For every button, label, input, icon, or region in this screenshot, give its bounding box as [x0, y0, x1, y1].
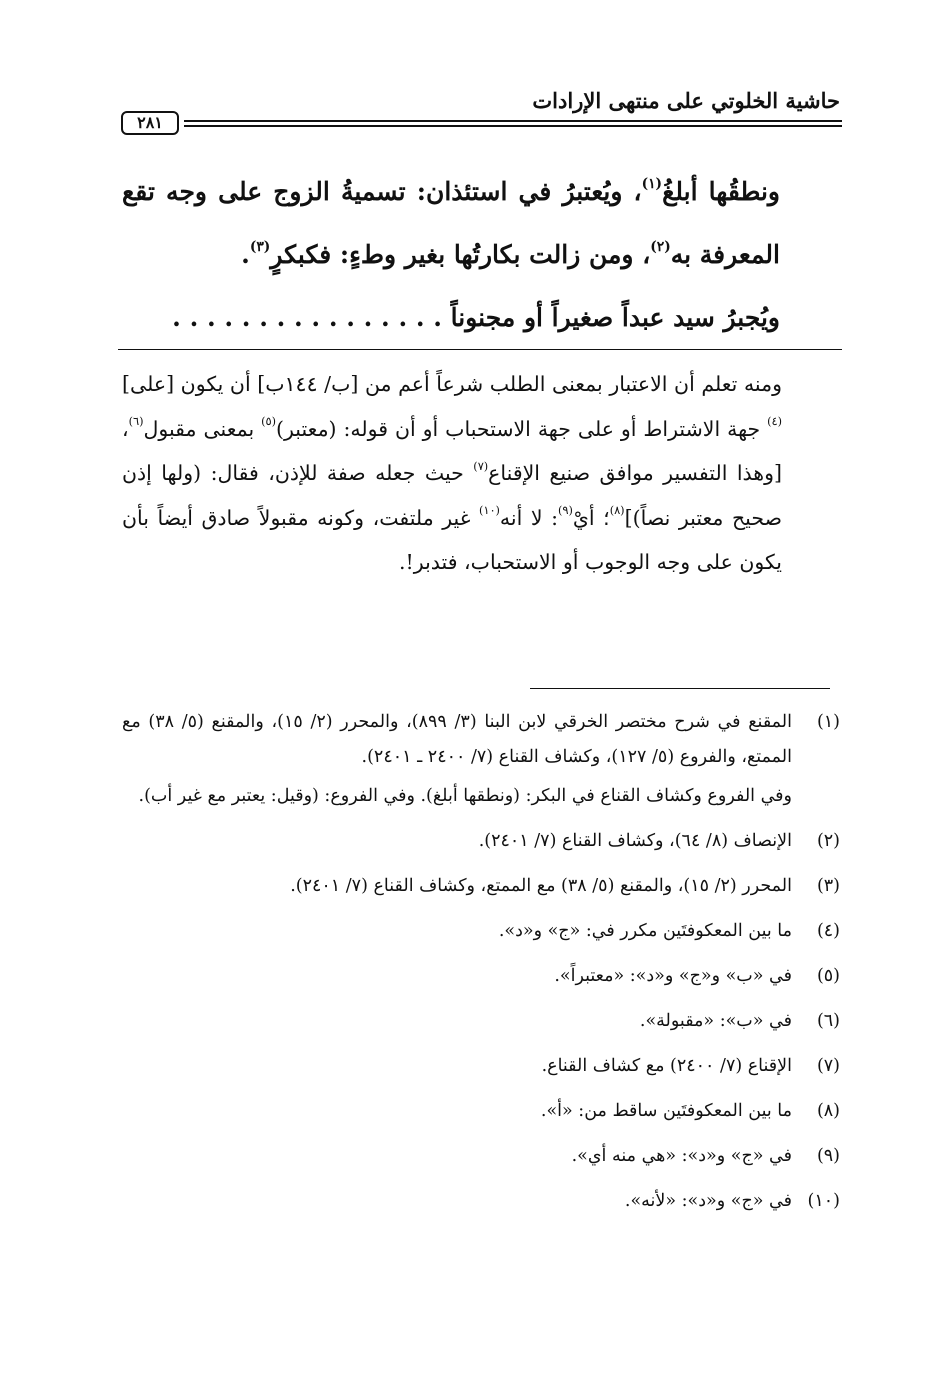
footnote-ref: (٢) — [650, 238, 671, 255]
footnote-text: المقنع في شرح مختصر الخرقي لابن البنا (٣/ ٨٩٩)، والمحرر (٢/ ١٥)، والمقنع (٥/ ٣٨) مع الممتع، والفروع (٥/ ١٢٧)، وكشاف القناع (٧/ ٢٤٠٠ ـ ٢٤٠١). — [122, 712, 792, 767]
footnote-number: (١٠) — [807, 1191, 840, 1211]
footnote-ref: (١٠) — [479, 504, 500, 518]
footnote-ref: (٨) — [609, 504, 625, 518]
footnote-ref: (٥) — [261, 415, 276, 429]
main-text — [122, 160, 840, 349]
footnote — [122, 914, 840, 949]
footnote — [122, 1004, 840, 1039]
footnote-ref: (٣) — [249, 238, 271, 255]
footnote-text: في «ج» و«د»: «هي منه أي». — [571, 1146, 792, 1166]
running-header-title: حاشية الخلوتي على منتهى الإرادات — [532, 88, 840, 113]
footnote — [122, 824, 840, 859]
footnote-number: (١) — [816, 712, 840, 732]
footnote-text: الإقناع (٧/ ٢٤٠٠) مع كشاف القناع. — [541, 1056, 792, 1076]
footnote-separator — [530, 688, 830, 689]
footnotes — [122, 705, 840, 1229]
footnote-number: (٢) — [816, 831, 840, 851]
footnote-number: (٨) — [816, 1101, 840, 1121]
footnote-ref: (٧) — [473, 459, 489, 473]
commentary-paragraph: ومنه تعلم أن الاعتبار بمعنى الطلب شرعاً أعم من [ب/ ١٤٤ب] أن يكون [على]$^{(٤)}$ جهة الاشتراط أو على جهة الاستحباب أو أن قوله: (معتبر)$^{(٥)}$ بمعنى مقبول$^{(٦)}$، [وهذا التفسير موافق صنيع الإقناع$^{(٧)}$ حيث جعله صفة للإذن، فقال: (ولها إذن صحيح معتبر نصاً)]$^{(٨)}$؛ أيْ$^{(٩)}$: لا أنه$^{(١٠)}$ غير ملتفت، وكونه مقبولاً صادق أيضاً بأن يكون على وجه الوجوب أو الاستحباب، فتدبر!. — [122, 372, 783, 574]
section-divider — [118, 349, 842, 350]
commentary-text — [122, 362, 840, 585]
footnote — [122, 1139, 840, 1174]
page-number: ٢٨١ — [121, 111, 179, 135]
footnote-text: في «ج» و«د»: «لأنه». — [624, 1191, 792, 1211]
footnote-ref: (١) — [641, 175, 663, 192]
footnote-number: (٤) — [816, 921, 840, 941]
footnote-text: ما بين المعكوفتَين مكرر في: «ج» و«د». — [498, 921, 792, 941]
footnote — [122, 1094, 840, 1129]
footnote-number: (٧) — [816, 1056, 840, 1076]
footnote-number: (٦) — [816, 1011, 840, 1031]
footnote-ref: (٦) — [128, 415, 144, 429]
footnote-text: في «ب» و«ج» و«د»: «معتبراً». — [554, 966, 792, 986]
footnote-number: (٥) — [816, 966, 840, 986]
header-double-rule — [184, 120, 842, 127]
footnote-text: المحرر (٢/ ١٥)، والمقنع (٥/ ٣٨) مع الممتع، وكشاف القناع (٧/ ٢٤٠١). — [290, 876, 792, 896]
footnote — [122, 1049, 840, 1084]
footnote — [122, 1184, 840, 1219]
footnote-text: ما بين المعكوفتَين ساقط من: «أ». — [540, 1101, 792, 1121]
footnote-text: في «ب»: «مقبولة». — [639, 1011, 792, 1031]
footnote — [122, 869, 840, 904]
main-text-paragraph: ونطقُها أبلغُ$^{(١)}$، ويُعتبرُ في استئذان: تسميةُ الزوج على وجه تقع المعرفة به$^{(٢)}$، ومن زالت بكارتُها بغير وطءٍ: فكبكرٍ$^{(٣)}$. — [122, 175, 781, 269]
footnote-text-continued: وفي الفروع وكشاف القناع في البكر: (ونطقها أبلغ). وفي الفروع: (وقيل: يعتبر مع غير أب). — [138, 786, 792, 806]
footnote-number: (٣) — [816, 876, 840, 896]
footnote — [122, 959, 840, 994]
footnote-text: الإنصاف (٨/ ٦٤)، وكشاف القناع (٧/ ٢٤٠١). — [478, 831, 792, 851]
footnote-ref: (٤) — [767, 415, 782, 429]
main-text-paragraph: ويُجبرُ سيد عبداً صغيراً أو مجنوناً . . . . . . . . . . . . . . . . — [172, 303, 780, 332]
footnote — [122, 705, 840, 814]
footnote-ref: (٩) — [558, 504, 573, 518]
footnote-number: (٩) — [816, 1146, 840, 1166]
